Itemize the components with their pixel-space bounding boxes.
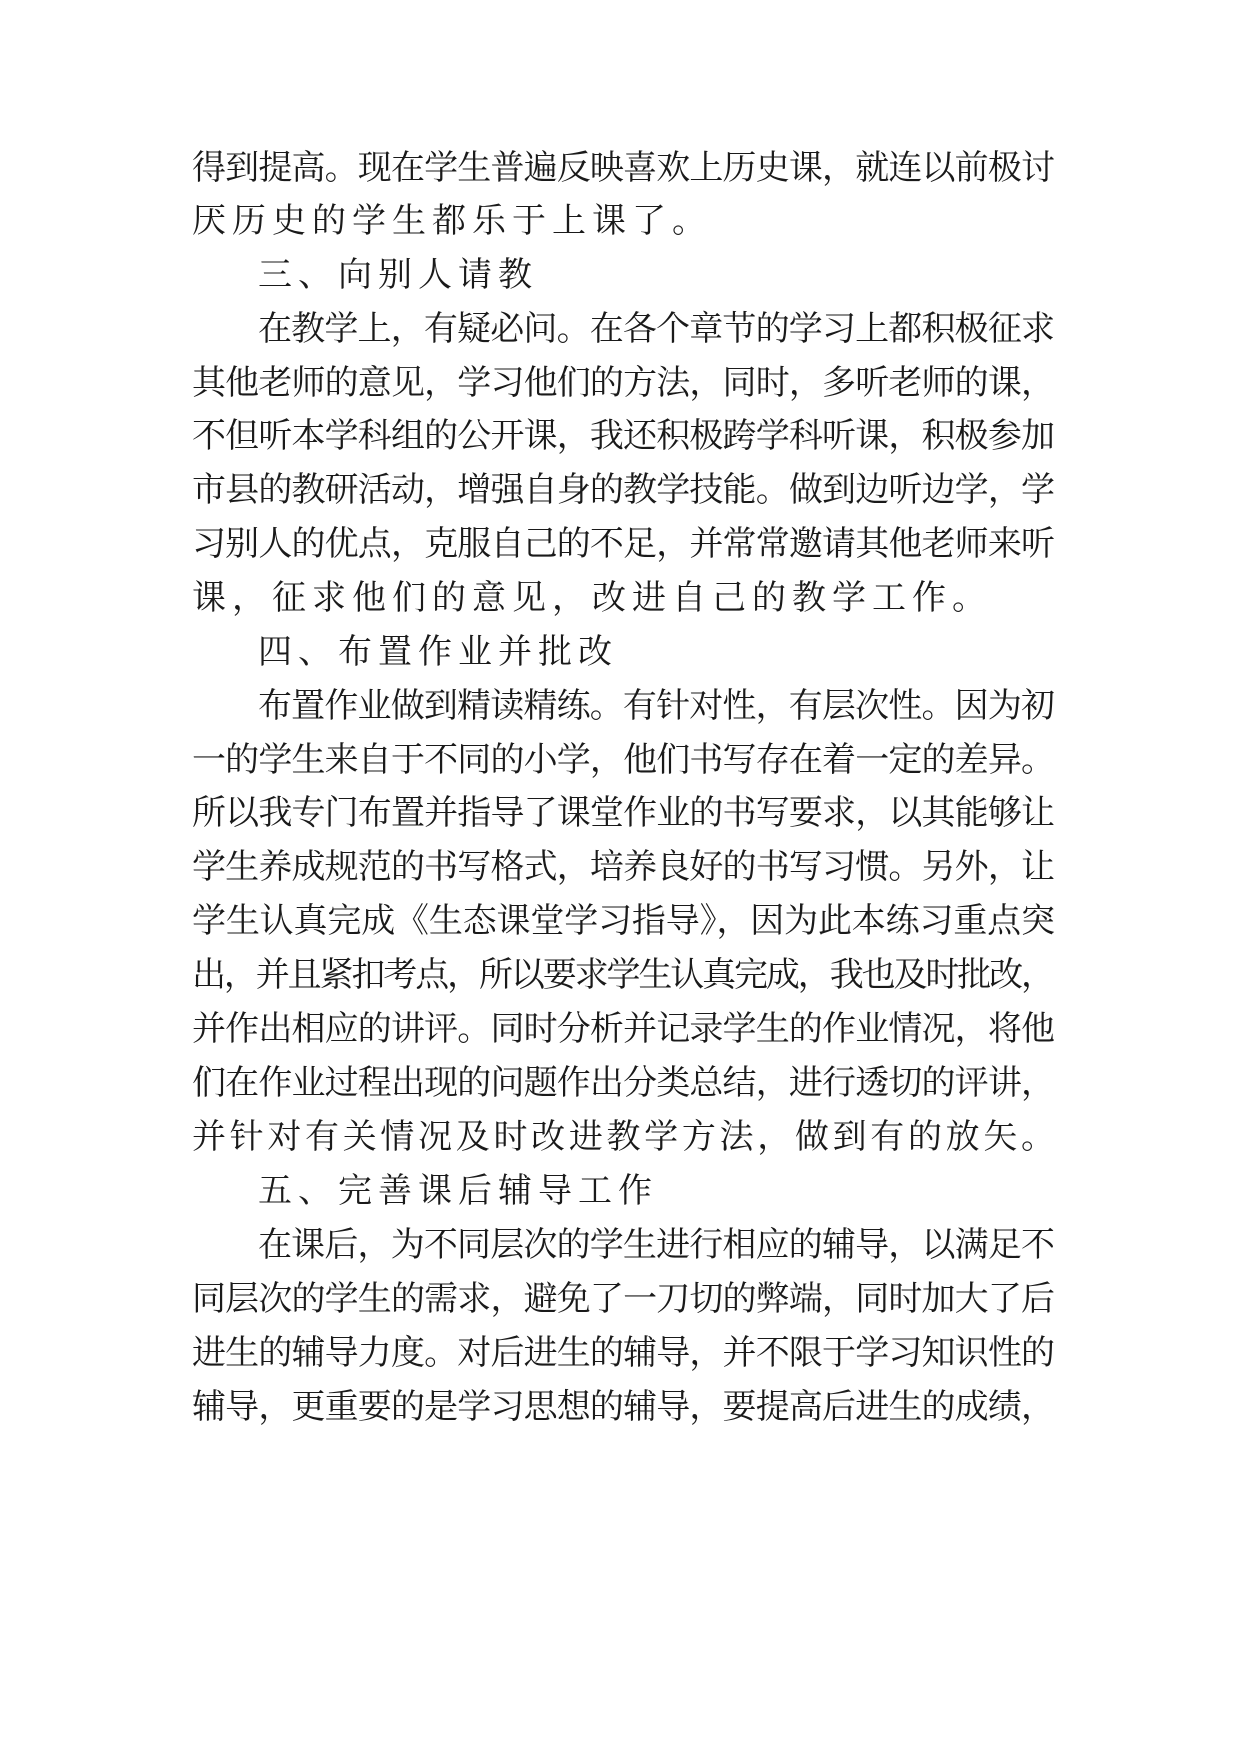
paragraph-line: 在教学上，有疑必问。在各个章节的学习上都积极征求 <box>258 309 1055 349</box>
paragraph-line: 不但听本学科组的公开课，我还积极跨学科听课，积极参加 <box>192 416 1055 456</box>
paragraph-line: 市县的教研活动，增强自身的教学技能。做到边听边学，学 <box>192 470 1055 510</box>
paragraph-line: 出，并且紧扣考点，所以要求学生认真完成，我也及时批改， <box>192 955 1053 995</box>
paragraph-line: 所以我专门布置并指导了课堂作业的书写要求，以其能够让 <box>192 793 1055 833</box>
section-heading: 三、向别人请教 <box>258 255 538 295</box>
section-heading: 四、布置作业并批改 <box>258 632 618 672</box>
paragraph-line: 并作出相应的讲评。同时分析并记录学生的作业情况，将他 <box>192 1009 1055 1049</box>
paragraph-line: 其他老师的意见，学习他们的方法，同时，多听老师的课， <box>192 363 1055 403</box>
paragraph-line: 辅导，更重要的是学习思想的辅导，要提高后进生的成绩， <box>192 1387 1055 1427</box>
paragraph-line: 布置作业做到精读精练。有针对性，有层次性。因为初 <box>258 686 1055 726</box>
section-heading: 五、完善课后辅导工作 <box>258 1171 658 1211</box>
paragraph-line: 课，征求他们的意见，改进自己的教学工作。 <box>192 578 992 618</box>
paragraph-line: 学生养成规范的书写格式，培养良好的书写习惯。另外，让 <box>192 847 1055 887</box>
paragraph-line: 一的学生来自于不同的小学，他们书写存在着一定的差异。 <box>192 740 1055 780</box>
paragraph-line: 并针对有关情况及时改进教学方法，做到有的放矢。 <box>192 1117 1059 1157</box>
paragraph-line: 进生的辅导力度。对后进生的辅导，并不限于学习知识性的 <box>192 1333 1055 1373</box>
paragraph-line: 得到提高。现在学生普遍反映喜欢上历史课，就连以前极讨 <box>192 148 1055 188</box>
paragraph-line: 习别人的优点，克服自己的不足，并常常邀请其他老师来听 <box>192 524 1055 564</box>
paragraph-line: 在课后，为不同层次的学生进行相应的辅导，以满足不 <box>258 1225 1055 1265</box>
paragraph-line: 学生认真完成《生态课堂学习指导》，因为此本练习重点突 <box>192 901 1055 941</box>
paragraph-line: 们在作业过程出现的问题作出分类总结，进行透切的评讲， <box>192 1063 1055 1103</box>
paragraph-line: 同层次的学生的需求，避免了一刀切的弊端，同时加大了后 <box>192 1279 1055 1319</box>
paragraph-line: 厌历史的学生都乐于上课了。 <box>192 201 712 241</box>
